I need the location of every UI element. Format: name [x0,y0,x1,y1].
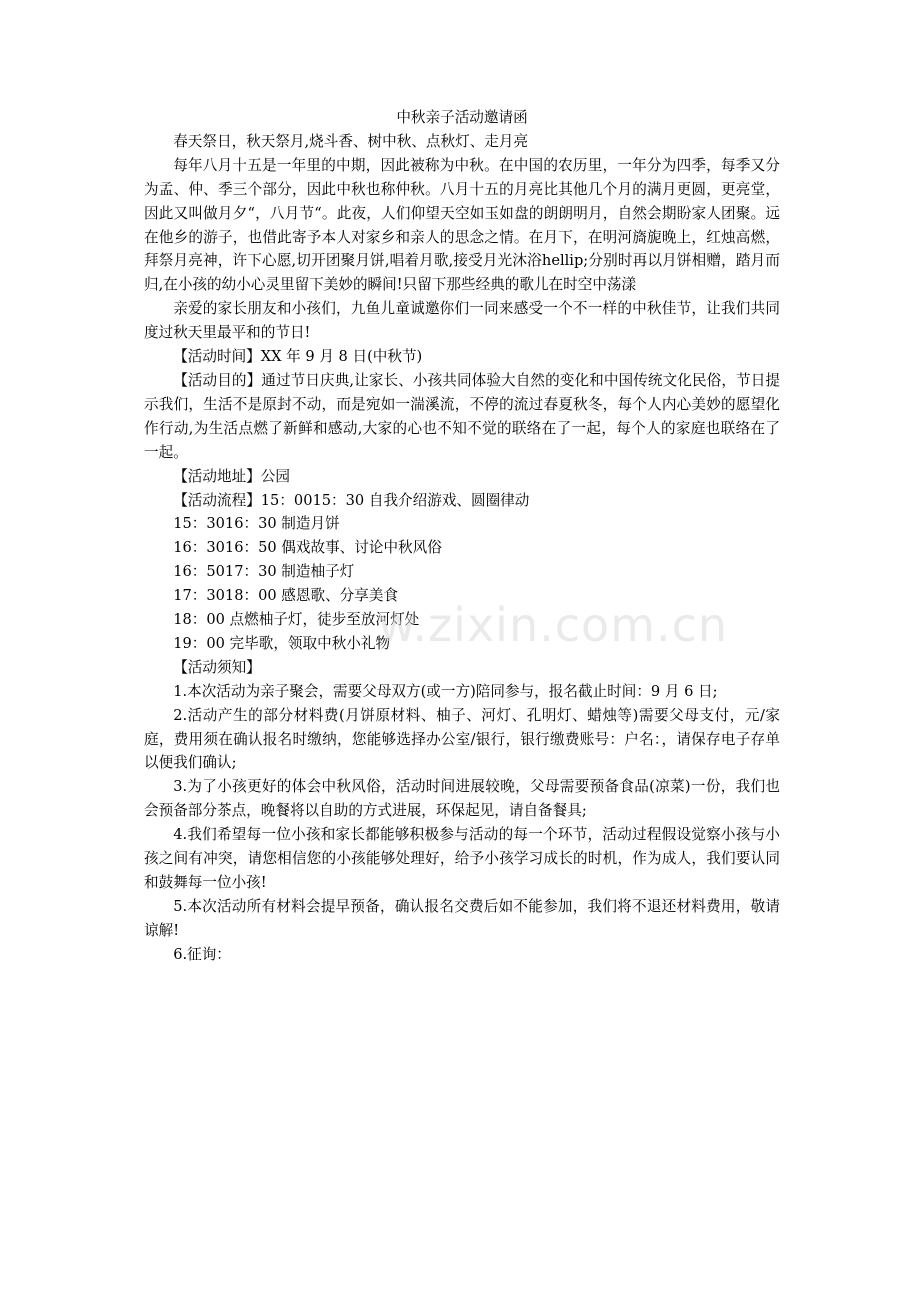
schedule-item: 16：3016：50 偶戏故事、讨论中秋风俗 [173,539,442,557]
paragraph-activity-purpose: 【活动目的】通过节日庆典,让家长、小孩共同体验大自然的变化和中国传统文化民俗，节日提示我们，生活不是原封不动，而是宛如一湍溪流，不停的流过春夏秋冬，每个人内心美妙的愿望化作行动,为生活点燃了新鲜和感动,大家的心也不知不觉的联络在了一起，每个人的家庭也联络在了一起。 [144,371,780,461]
notice-item: 3.为了小孩更好的体会中秋风俗，活动时间进展较晚，父母需要预备食品(凉菜)一份，我们也会预备部分茶点，晚餐将以自助的方式进展，环保起见，请自备餐具; [144,778,780,820]
schedule-item: 【活动流程】15：0015：30 自我介绍游戏、圆圈律动 [173,491,530,509]
notice-item: 1.本次活动为亲子聚会，需要父母双方(或一方)陪同参与，报名截止时间：9 月 6 日; [173,682,718,700]
document-title: 中秋亲子活动邀请函 [396,109,528,126]
schedule-item: 17：3018：00 感恩歌、分享美食 [173,587,399,605]
schedule-item: 15：3016：30 制造月饼 [173,515,340,533]
notice-item: 4.我们希望每一位小孩和家长都能够积极参与活动的每一个环节，活动过程假设觉察小孩与小孩之间有冲突，请您相信您的小孩能够处理好，给予小孩学习成长的时机，作为成人，我们要认同和鼓舞每一位小孩! [144,826,780,891]
schedule-item: 19：00 完毕歌，领取中秋小礼物 [173,634,391,652]
paragraph-invitation: 亲爱的家长朋友和小孩们，九鱼儿童诚邀你们一同来感受一个不一样的中秋佳节，让我们共同度过秋天里最平和的节日! [144,300,780,342]
paragraph-activity-time: 【活动时间】XX 年 9 月 8 日(中秋节) [173,348,423,366]
paragraph-mid-autumn-history: 每年八月十五是一年里的中期，因此被称为中秋。在中国的农历里，一年分为四季，每季又分为孟、仲、季三个部分，因此中秋也称仲秋。八月十五的月亮比其他几个月的满月更圆，更亮堂，因此又叫做月夕“，八月节“。此夜，人们仰望天空如玉如盘的朗朗明月，自然会期盼家人团聚。远在他乡的游子，也借此寄予本人对家乡和亲人的思念之情。在月下，在明河旖旎晚上，红烛高燃，拜祭月亮神，许下心愿,切开团聚月饼,唱着月歌,接受月光沐浴hellip;分别时再以月饼相赠，踏月而归,在小孩的幼小心灵里留下美妙的瞬间!只留下那些经典的歌儿在时空中荡漾 [144,156,780,294]
notice-item: 2.活动产生的部分材料费(月饼原材料、柚子、河灯、孔明灯、蜡烛等)需要父母支付，元/家庭，费用须在确认报名时缴纳，您能够选择办公室/银行，银行缴费账号：户名：，请保存电子存单以便我们确认; [144,706,780,772]
paragraph-festival-intro: 春天祭日，秋天祭月,烧斗香、树中秋、点秋灯、走月亮 [173,132,529,150]
paragraph-notice-heading: 【活动须知】 [173,658,261,676]
schedule-item: 16：5017：30 制造柚子灯 [173,563,355,581]
notice-item: 5.本次活动所有材料会提早预备，确认报名交费后如不能参加，我们将不退还材料费用，敬请谅解! [144,897,780,939]
paragraph-activity-location: 【活动地址】公园 [173,467,290,485]
document-page [144,106,780,967]
watermark: w.zixin.com.cn [378,598,729,652]
notice-item: 6.征询： [173,945,231,963]
schedule-item: 18：00 点燃柚子灯，徒步至放河灯处 [173,611,420,629]
